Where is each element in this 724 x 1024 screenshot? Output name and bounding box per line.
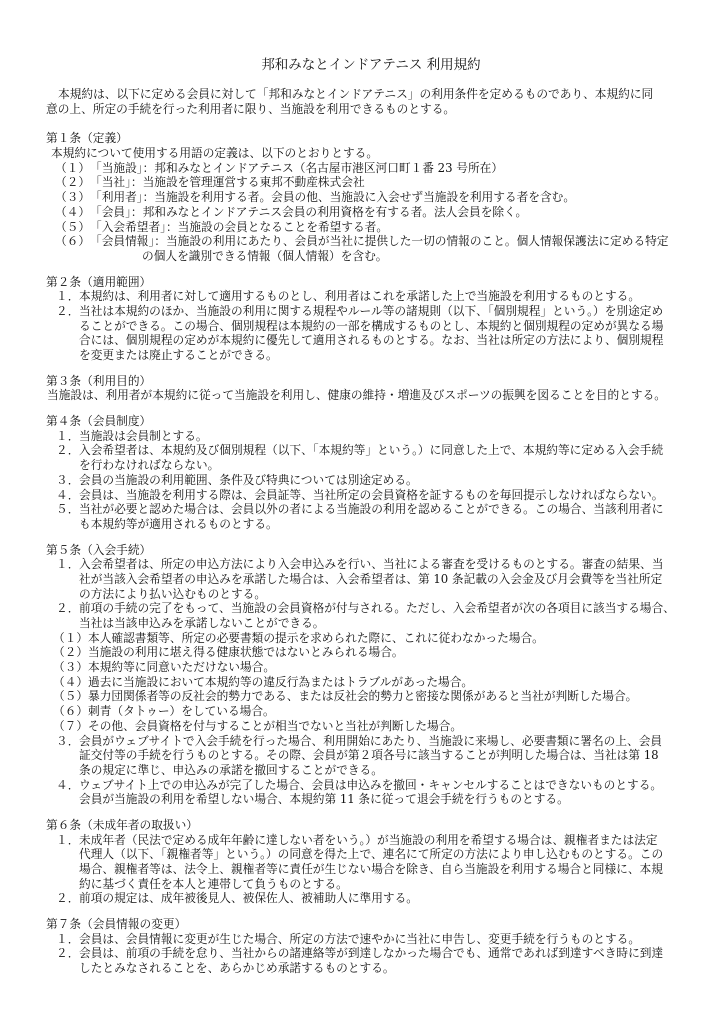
- clause-item: [0, 833, 724, 848]
- definition-number: （５）: [55, 219, 91, 234]
- clause-item: [0, 289, 724, 304]
- clause-text: 前項の手続の完了をもって、当施設の会員資格が付与される。ただし、入会希望者が次の各項目に該当する場合、: [79, 601, 675, 616]
- clause-number: ３．: [56, 472, 80, 487]
- sub-item: [0, 719, 724, 734]
- document-title: 邦和みなとインドアテニス 利用規約: [261, 57, 481, 73]
- sub-item-text: 本人確認書類等、所定の必要書類の提示を求められた際に、これに従わなかった場合。: [88, 630, 544, 645]
- clause-item: [0, 473, 724, 488]
- clause-continuation: ることができる。この場合、個別規程は本規約の一部を構成するものとし、本規約と個別規程の定めが異なる場: [79, 318, 664, 333]
- clause-number: ４．: [56, 777, 80, 792]
- sub-item: [0, 645, 724, 660]
- sub-item-text: 本規約等に同意いただけない場合。: [88, 660, 276, 675]
- article-lead: 本規約について使用する用語の定義は、以下のとおりとする。: [51, 146, 379, 161]
- clause-item: [0, 488, 724, 503]
- clause-continuation: 会員が当施設の利用を希望しない場合、本規約第 11 条に従って退会手続を行うものとする。: [79, 792, 569, 807]
- definition-number: （３）: [55, 190, 91, 205]
- sub-item-number: （４）: [53, 674, 89, 689]
- clause-text: 会員がウェブサイトで入会手続を行った場合、利用開始にあたり、当施設に来場し、必要書類に署名の上、会員: [79, 733, 663, 748]
- clause-text: 当施設は会員制とする。: [79, 428, 208, 443]
- clause-continuation: 証交付等の手続を行うものとする。その際、会員が第２項各号に該当することが判明した場合は、当社は第 18: [79, 748, 659, 763]
- clause-text: 本規約は、利用者に対して適用するものとし、利用者はこれを承諾した上で当施設を利用するものとする。: [79, 289, 641, 304]
- sub-item-text: 過去に当施設において本規約等の違反行為またはトラブルがあった場合。: [88, 674, 474, 689]
- sub-item-text: 刺青（タトゥー）をしている場合。: [88, 704, 275, 719]
- sub-item-number: （２）: [53, 645, 89, 660]
- sub-item: [0, 704, 724, 719]
- clause-item: [0, 557, 724, 572]
- clause-number: １．: [56, 832, 80, 847]
- clause-item: [0, 443, 724, 458]
- clause-continuation: 代理人（以下、「親権者等」という。）の同意を得た上で、連名にて所定の方法により申し込むものとする。この: [79, 847, 664, 862]
- article-heading: 第７条（会員情報の変更）: [46, 917, 187, 932]
- definition-number: （２）: [55, 175, 91, 190]
- intro-line: 意の上、所定の手続を行った利用者に限り、当施設を利用できるものとする。: [46, 101, 456, 116]
- clause-continuation: 当社は当該申込みを承諾しないことができる。: [79, 616, 325, 630]
- clause-number: １．: [56, 557, 80, 572]
- sub-item: [0, 689, 724, 704]
- clause-continuation: 条の規定に準じ、申込みの承諾を撤回することができる。: [79, 762, 383, 777]
- clause-number: ２．: [56, 946, 80, 961]
- clause-continuation: したとみなされることを、あらかじめ承諾するものとする。: [79, 961, 395, 976]
- clause-text: 未成年者（民法で定める成年年齢に達しない者をいう。）が当施設の利用を希望する場合は、親権者または法定: [79, 832, 658, 847]
- article-heading: 第５条（入会手続）: [46, 542, 152, 557]
- clause-continuation: の方法により払い込むものとする。: [79, 586, 267, 601]
- intro-paragraph: [0, 87, 724, 116]
- article-2: [0, 275, 724, 363]
- clause-item: [0, 429, 724, 444]
- clause-text: 入会希望者は、所定の申込方法により入会申込みを行い、当社による審査を受けるものとする。審査の結果、当: [79, 557, 664, 572]
- definition-item: [0, 161, 724, 176]
- definition-item: [0, 234, 724, 249]
- clause-number: ２．: [56, 443, 80, 458]
- clause-number: ２．: [56, 891, 80, 906]
- sub-item-number: （３）: [53, 660, 89, 675]
- clause-number: １．: [56, 428, 80, 443]
- clause-number: １．: [56, 931, 80, 946]
- clause-item: [0, 891, 724, 906]
- definition-text: 「当社」：当施設を管理運営する東邦不動産株式会社: [90, 175, 365, 190]
- article-4: [0, 414, 724, 532]
- clause-number: １．: [56, 289, 80, 304]
- article-heading: 第２条（適用範囲）: [46, 274, 152, 289]
- sub-item-number: （７）: [53, 718, 89, 733]
- article-5: [0, 543, 724, 807]
- definition-item: [0, 175, 724, 190]
- article-body: 当施設は、利用者が本規約に従って当施設を利用し、健康の維持・増進及びスポーツの振興を図ることを目的とする。: [47, 388, 666, 403]
- clause-text: 入会希望者は、本規約及び個別規程（以下、「本規約等」という。）に同意した上で、本規約等に定める入会手続: [79, 443, 664, 458]
- article-heading: 第３条（利用目的）: [46, 373, 152, 388]
- clause-text: 会員は、当施設を利用する際は、会員証等、当社所定の会員資格を証するものを毎回提示しなければならない。: [79, 487, 664, 502]
- clause-continuation: を変更または廃止することができる。: [79, 348, 278, 362]
- clause-text: 当社は本規約のほか、当施設の利用に関する規程やルール等の諸規則（以下、「個別規程」という。）を別途定め: [79, 303, 664, 318]
- article-heading: 第６条（未成年者の取扱い）: [46, 817, 198, 832]
- clause-item: [0, 932, 724, 947]
- clause-continuation: 場合、親権者等は、法令上、親権者等に責任が生じない場合を除き、自ら当施設を利用する場合と同様に、本規: [79, 862, 663, 876]
- clause-text: 当社が必要と認めた場合は、会員以外の者による当施設の利用を認めることができる。この場合、当該利用者に: [79, 502, 664, 517]
- definition-number: （１）: [55, 160, 91, 175]
- clause-number: ５．: [56, 502, 80, 517]
- sub-item: [0, 675, 724, 690]
- clause-text: ウェブサイト上での申込みが完了した場合、会員は申込みを撤回・キャンセルすることはできないものとする。: [79, 777, 663, 792]
- definition-text: 「会員情報」：当施設の利用にあたり、会員が当社に提供した一切の情報のこと。個人情報保護法に定める特定: [90, 234, 669, 249]
- definition-continuation: の個人を識別できる情報（個人情報）を含む。: [142, 248, 388, 263]
- definition-text: 「利用者」：当施設を利用する者。会員の他、当施設に入会せず当施設を利用する者を含む。: [90, 190, 576, 205]
- definition-item: [0, 220, 724, 235]
- sub-item: [0, 631, 724, 646]
- document-body: [0, 87, 724, 976]
- clause-number: ２．: [56, 601, 80, 616]
- clause-item: [0, 778, 724, 793]
- sub-item-number: （６）: [53, 704, 89, 719]
- clause-continuation: 合には、個別規程の定めが本規約に優先して適用されるものとする。なお、当社は所定の方法により、個別規程: [79, 333, 664, 348]
- article-7: [0, 917, 724, 976]
- definition-text: 「会員」：邦和みなとインドアテニス会員の利用資格を有する者。法人会員を除く。: [90, 204, 528, 219]
- clause-item: [0, 502, 724, 517]
- clause-item: [0, 601, 724, 616]
- sub-item: [0, 660, 724, 675]
- clause-number: ４．: [56, 487, 80, 502]
- definition-item: [0, 190, 724, 205]
- clause-number: ３．: [56, 733, 80, 748]
- article-6: [0, 818, 724, 906]
- sub-item-text: その他、会員資格を付与することが相当でないと当社が判断した場合。: [88, 718, 463, 733]
- definition-item: [0, 205, 724, 220]
- article-3: [0, 374, 724, 403]
- clause-text: 会員の当施設の利用範囲、条件及び特典については別途定める。: [79, 472, 418, 487]
- clause-number: ２．: [56, 303, 80, 318]
- clause-text: 会員は、前項の手続を怠り、当社からの諸連絡等が到達しなかった場合でも、通常であれば到達すべき時に到達: [79, 946, 664, 961]
- clause-text: 前項の規定は、成年被後見人、被保佐人、被補助人に準用する。: [79, 891, 418, 906]
- clause-continuation: も本規約等が適用されるものとする。: [79, 516, 278, 531]
- clause-text: 会員は、会員情報に変更が生じた場合、所定の方法で速やかに当社に申告し、変更手続を行うものとする。: [79, 931, 641, 946]
- sub-item-text: 当施設の利用に堪え得る健康状態ではないとみられる場合。: [88, 645, 404, 660]
- clause-continuation: を行わなければならない。: [79, 458, 220, 473]
- clause-continuation: 約に基づく責任を本人と連帯して負うものとする。: [79, 876, 348, 891]
- definition-text: 「入会希望者」：当施設の会員となることを希望する者。: [90, 219, 389, 234]
- clause-continuation: 社が当該入会希望者の申込みを承諾した場合は、入会希望者は、第 10 条記載の入会金及び月会費等を当社所定: [79, 571, 663, 586]
- intro-line: 本規約は、以下に定める会員に対して「邦和みなとインドアテニス」の利用条件を定めるものであり、本規約に同: [58, 87, 654, 101]
- sub-item-number: （１）: [53, 630, 89, 645]
- definition-number: （４）: [55, 204, 91, 219]
- sub-item-text: 暴力団関係者等の反社会的勢力である、または反社会的勢力と密接な関係があると当社が判断した場合。: [88, 689, 638, 704]
- definition-text: 「当施設」：邦和みなとインドアテニス（名古屋市港区河口町１番 23 号所在）: [90, 160, 504, 175]
- clause-item: [0, 946, 724, 961]
- article-1: [0, 131, 724, 263]
- article-heading: 第１条（定義）: [46, 131, 128, 146]
- definition-number: （６）: [55, 234, 91, 249]
- article-heading: 第４条（会員制度）: [46, 414, 152, 429]
- sub-item-number: （５）: [53, 689, 89, 704]
- clause-item: [0, 304, 724, 319]
- clause-item: [0, 734, 724, 749]
